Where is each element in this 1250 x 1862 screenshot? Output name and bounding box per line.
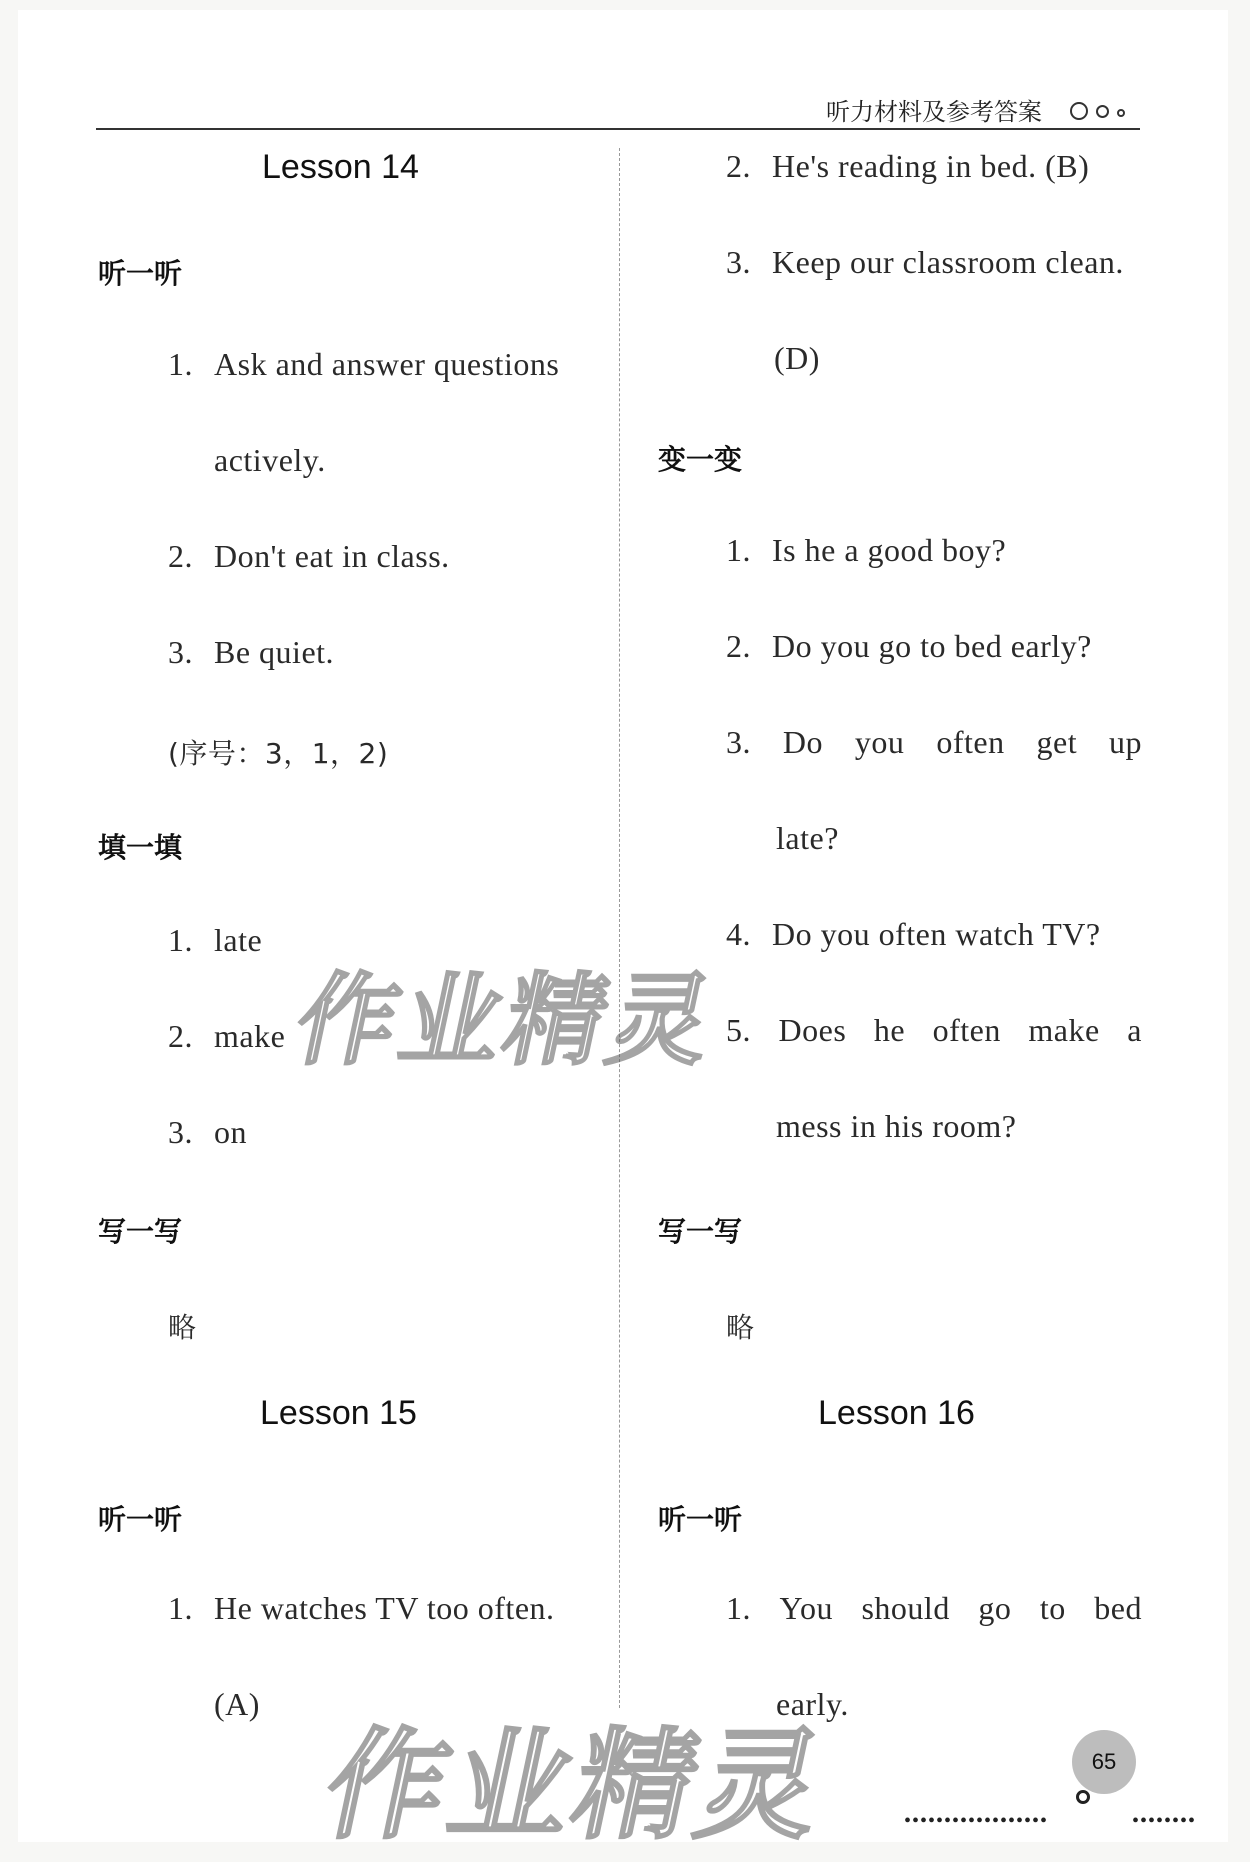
change-item-4: 4. Do you often watch TV? <box>726 916 1101 952</box>
header-rule <box>96 128 1140 130</box>
section-write-heading-right: 写一写 <box>658 1215 743 1248</box>
column-divider <box>619 148 620 1708</box>
section-fill-heading: 填一填 <box>98 831 183 864</box>
listen-item-3: 3. Be quiet. <box>168 634 335 670</box>
change-item-5-cont: mess in his room? <box>776 1108 1017 1144</box>
change-item-3-cont: late? <box>776 820 839 856</box>
listen-item-2-right: 2. He's reading in bed. (B) <box>726 148 1090 184</box>
listen-item-2: 2. Don't eat in class. <box>168 538 450 574</box>
section-listen-heading-15: 听一听 <box>98 1503 183 1536</box>
listen-order: (序号：3，1，2) <box>168 737 389 770</box>
listen-16-item-1: 1. You should go to bed <box>726 1590 1142 1626</box>
change-item-2: 2. Do you go to bed early? <box>726 628 1092 664</box>
page-number-badge: 65 <box>1072 1730 1136 1794</box>
fill-item-3: 3. on <box>168 1114 247 1150</box>
page-dots-left: •••••••••••••••••• <box>904 1810 1049 1832</box>
lesson-16-title: Lesson 16 <box>818 1394 975 1432</box>
section-listen-heading-16: 听一听 <box>658 1503 743 1536</box>
listen-item-1-cont: actively. <box>214 442 326 478</box>
section-write-heading: 写一写 <box>98 1215 183 1248</box>
watermark-middle: 作业精灵 <box>285 962 727 1079</box>
page-dots-right: •••••••• <box>1132 1810 1197 1832</box>
fill-item-1: 1. late <box>168 922 263 958</box>
lesson-15-title: Lesson 15 <box>260 1394 417 1432</box>
section-change-heading: 变一变 <box>658 443 743 476</box>
listen-item-1: 1. Ask and answer questions <box>168 346 560 382</box>
watermark-bottom: 作业精灵 <box>312 1717 839 1856</box>
section-listen-heading: 听一听 <box>98 257 183 290</box>
lesson-14-title: Lesson 14 <box>262 148 419 186</box>
listen-item-3-answer: (D) <box>774 340 820 376</box>
change-item-5: 5. Does he often make a <box>726 1012 1142 1048</box>
listen-16-item-1-cont: early. <box>776 1686 849 1722</box>
change-item-3: 3. Do you often get up <box>726 724 1142 760</box>
write-answer: 略 <box>168 1311 197 1344</box>
listen-item-3-right: 3. Keep our classroom clean. <box>726 244 1124 280</box>
change-item-1: 1. Is he a good boy? <box>726 532 1007 568</box>
page-badge-dot <box>1076 1790 1090 1804</box>
listen-15-item-1: 1. He watches TV too often. <box>168 1590 555 1626</box>
fill-item-2: 2. make <box>168 1018 286 1054</box>
header-title: 听力材料及参考答案 <box>826 98 1042 126</box>
write-answer-right: 略 <box>726 1311 755 1344</box>
listen-15-item-1-answer: (A) <box>214 1686 260 1722</box>
